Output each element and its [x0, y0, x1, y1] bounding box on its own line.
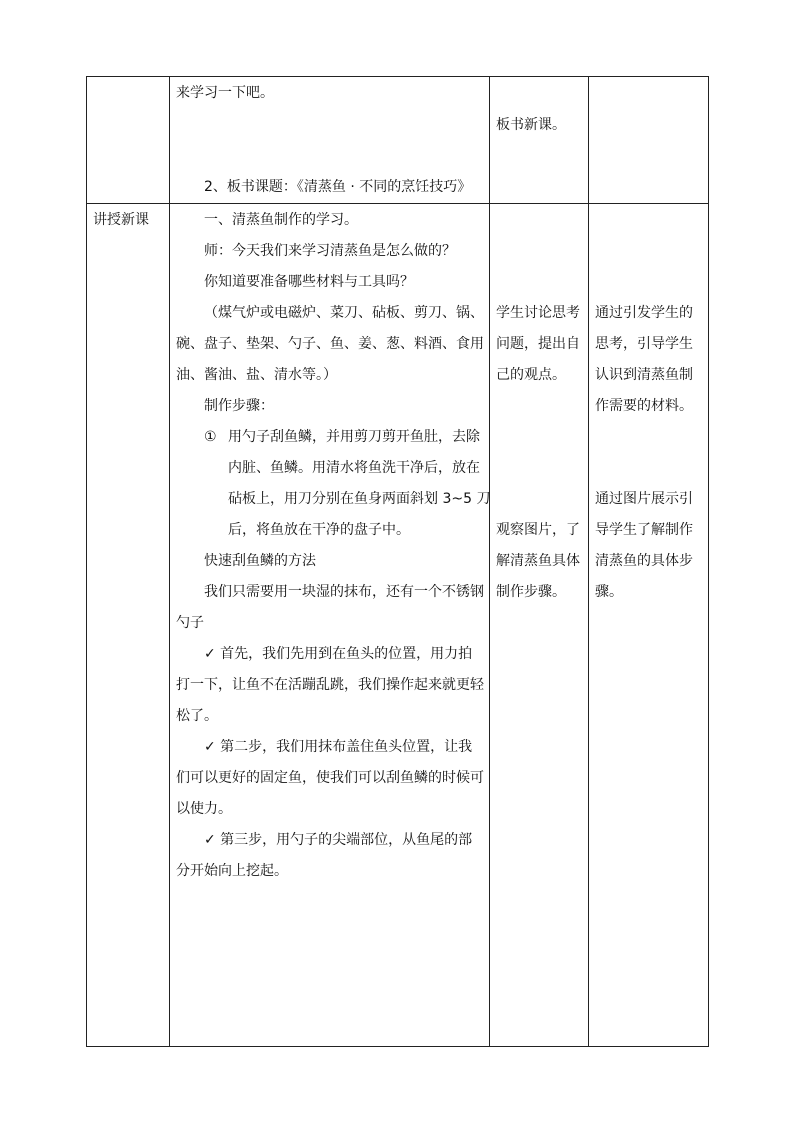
step1-line-4: 后，将鱼放在干净的盘子中。 [228, 522, 410, 538]
continued-text: 来学习一下吧。 [176, 85, 274, 101]
lesson-plan-table [86, 76, 709, 1047]
check3-line-1: ✓ 第三步，用勺子的尖端部位，从鱼尾的部 [204, 832, 473, 848]
section-heading: 一、清蒸鱼制作的学习。 [204, 212, 358, 228]
materials-line-3: 油、酱油、盐、清水等。） [176, 367, 337, 383]
check1-line-1: ✓ 首先，我们先用到在鱼头的位置，用力拍 [204, 646, 473, 662]
row1-col2-cell [170, 77, 490, 204]
student-activity [490, 204, 588, 1046]
row1-col1-cell [87, 77, 170, 204]
materials-line-2: 碗、盘子、垫架、勺子、鱼、姜、葱、料酒、食用 [176, 336, 484, 352]
lesson-content [170, 204, 489, 1046]
check1-line-3: 松了。 [176, 708, 218, 724]
steps-title: 制作步骤： [204, 398, 274, 414]
student-activity-1-line-3: 己的观点。 [496, 367, 566, 383]
section-label: 讲授新课 [93, 212, 149, 228]
check2-line-1: ✓ 第二步，我们用抹布盖住鱼头位置，让我 [204, 739, 473, 755]
row1-col3-cell [490, 77, 589, 204]
design-intent-1-line-2: 思考，引导学生 [595, 336, 693, 352]
step1-line-2: 内脏、鱼鳞。用清水将鱼洗干净后，放在 [228, 460, 480, 476]
materials-line-1: （煤气炉或电磁炉、菜刀、砧板、剪刀、锅、 [204, 305, 484, 321]
check2-line-3: 以使力。 [176, 801, 232, 817]
step1-line-1: 用勺子刮鱼鳞，并用剪刀剪开鱼肚，去除 [228, 429, 480, 445]
design-intent-2-line-1: 通过图片展示引 [595, 491, 693, 507]
quick-method-line-2: 勺子 [176, 615, 204, 631]
row2-col1-cell [87, 204, 170, 1047]
student-activity-1-line-1: 学生讨论思考 [496, 305, 580, 321]
student-activity-1-line-2: 问题，提出自 [496, 336, 580, 352]
quick-method-line-1: 我们只需要用一块湿的抹布，还有一个不锈钢 [204, 584, 484, 600]
quick-method-title: 快速刮鱼鳞的方法 [204, 553, 316, 569]
design-intent [589, 204, 708, 1046]
question-line: 你知道要准备哪些材料与工具吗？ [204, 274, 414, 290]
check3-line-2: 分开始向上挖起。 [176, 863, 288, 879]
check2-line-2: 们可以更好的固定鱼，使我们可以刮鱼鳞的时候可 [176, 770, 484, 786]
step1-marker: ① [204, 429, 217, 445]
row2-col4-cell [589, 204, 709, 1047]
design-intent-1-line-4: 作需要的材料。 [595, 398, 693, 414]
student-activity-2-line-1: 观察图片，了 [496, 522, 580, 538]
design-intent-1-line-3: 认识到清蒸鱼制 [595, 367, 693, 383]
design-intent-2-line-2: 导学生了解制作 [595, 522, 693, 538]
board-new-lesson-text: 板书新课。 [496, 117, 566, 133]
student-activity-2-line-2: 解清蒸鱼具体 [496, 553, 580, 569]
check1-line-2: 打一下，让鱼不在活蹦乱跳，我们操作起来就更轻 [176, 677, 484, 693]
step1-line-3: 砧板上，用刀分别在鱼身两面斜划 3~5 刀 [228, 491, 491, 507]
design-intent-2-line-3: 清蒸鱼的具体步 [595, 553, 693, 569]
lesson-title-line: 2、板书课题：《清蒸鱼 · 不同的烹饪技巧》 [204, 179, 472, 195]
row2-col2-cell [170, 204, 490, 1047]
teacher-line: 师：今天我们来学习清蒸鱼是怎么做的？ [204, 243, 456, 259]
row1-col4-cell [589, 77, 709, 204]
table-row [87, 204, 709, 1047]
design-intent-1-line-1: 通过引发学生的 [595, 305, 693, 321]
row2-col3-cell [490, 204, 589, 1047]
design-intent-2-line-4: 骤。 [595, 584, 623, 600]
table-row [87, 77, 709, 204]
student-activity-2-line-3: 制作步骤。 [496, 584, 566, 600]
